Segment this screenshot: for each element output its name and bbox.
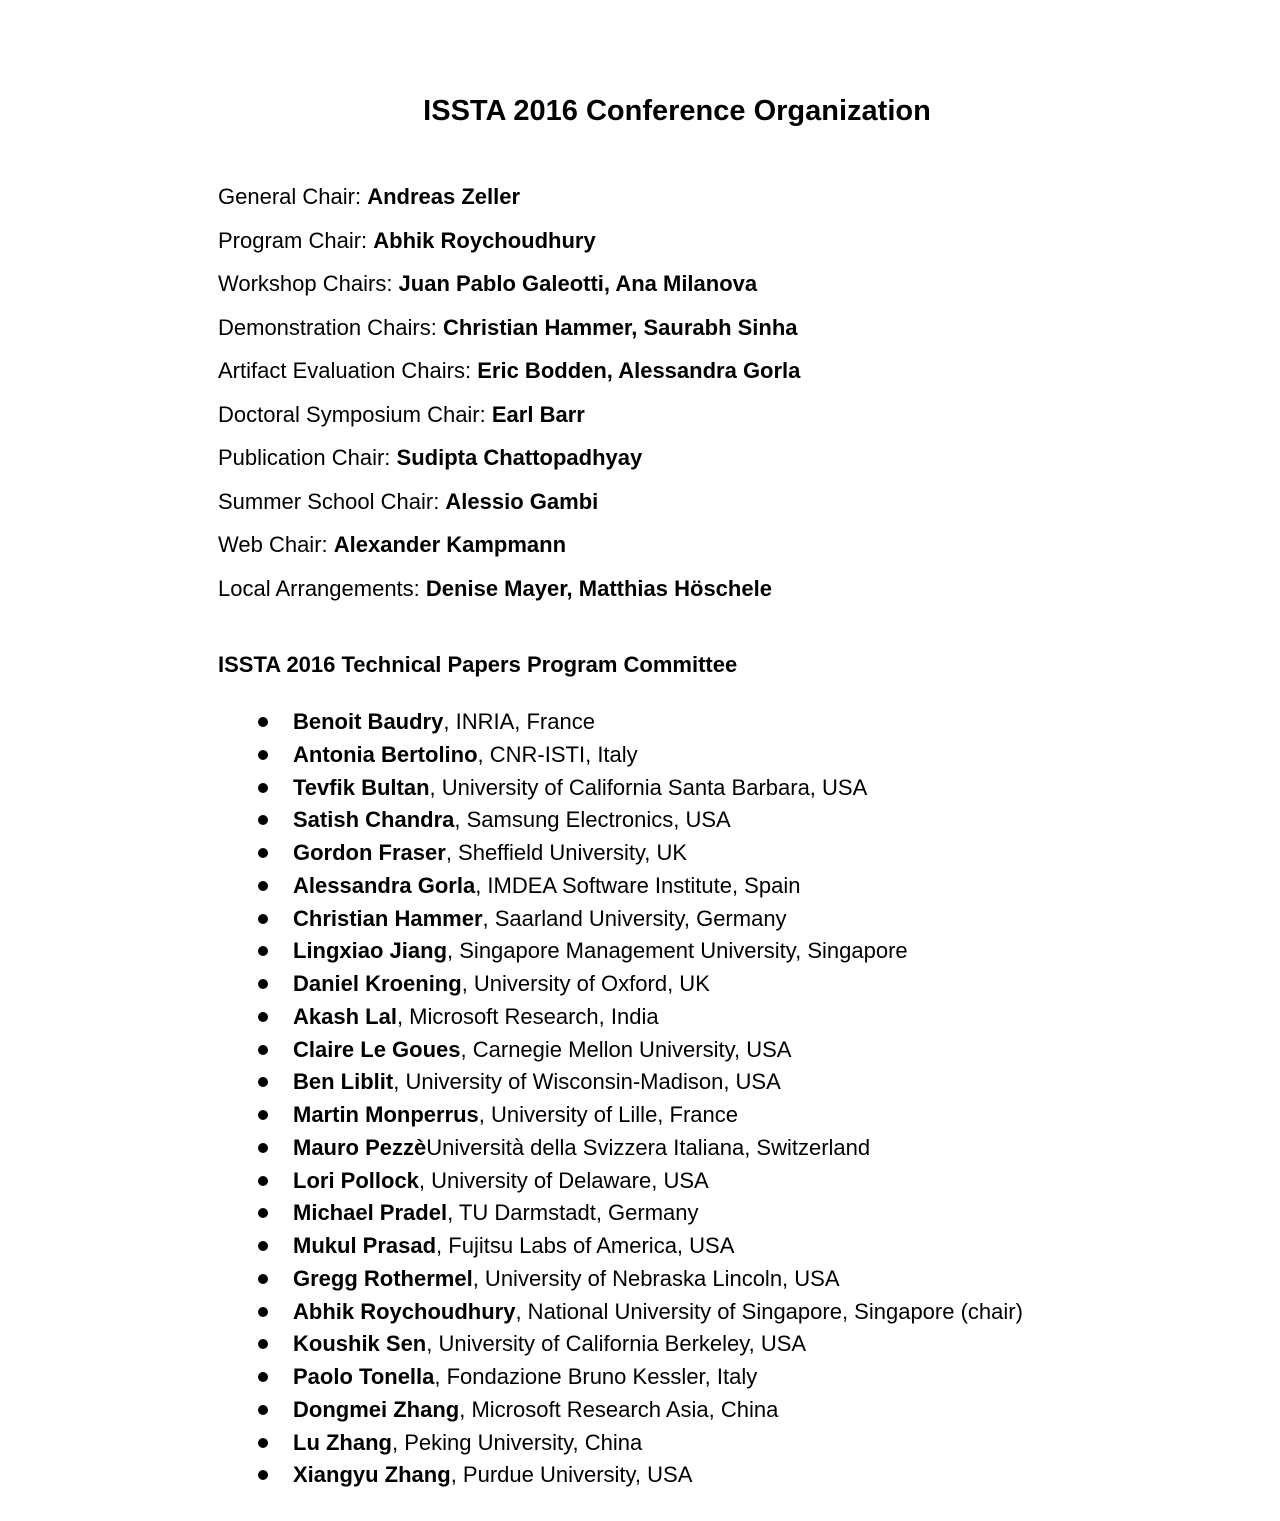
bullet-icon	[258, 1339, 268, 1349]
bullet-icon	[258, 815, 268, 825]
role-names: Andreas Zeller	[367, 184, 521, 209]
role-names: Earl Barr	[491, 401, 585, 427]
member-affiliation: Università della Svizzera Italiana, Switzerland	[426, 1134, 871, 1160]
member-name: Mukul Prasad	[293, 1233, 437, 1258]
organization-roles-list	[218, 178, 800, 613]
role-label: General Chair:	[218, 184, 368, 209]
committee-member	[218, 739, 1023, 772]
member-name: Christian Hammer	[293, 905, 483, 931]
member-affiliation: , Sheffield University, UK	[445, 840, 688, 865]
bullet-icon	[258, 1045, 268, 1055]
bullet-icon	[258, 914, 268, 924]
role-label: Workshop Chairs:	[218, 271, 399, 296]
member-affiliation: , Microsoft Research, India	[396, 1003, 659, 1029]
role-names: Alessio Gambi	[445, 488, 599, 514]
member-affiliation: , Fujitsu Labs of America, USA	[436, 1233, 735, 1258]
member-affiliation: , Fondazione Bruno Kessler, Italy	[434, 1364, 758, 1389]
committee-member	[218, 804, 1023, 837]
bullet-icon	[258, 1176, 268, 1186]
member-affiliation: , University of Delaware, USA	[418, 1167, 709, 1193]
bullet-icon	[258, 750, 268, 760]
role-label: Program Chair:	[218, 227, 374, 253]
role-names: Alexander Kampmann	[333, 532, 567, 557]
member-name: Satish Chandra	[293, 807, 455, 833]
member-affiliation: , TU Darmstadt, Germany	[447, 1200, 699, 1226]
role-names: Sudipta Chattopadhyay	[396, 445, 643, 470]
member-name: Michael Pradel	[293, 1200, 448, 1226]
role-row	[218, 222, 800, 266]
member-name: Xiangyu Zhang	[293, 1462, 451, 1488]
committee-member	[218, 903, 1023, 936]
committee-member	[218, 1328, 1023, 1361]
member-name: Lingxiao Jiang	[293, 938, 448, 964]
committee-member	[218, 1263, 1023, 1296]
bullet-icon	[258, 1012, 268, 1022]
bullet-icon	[258, 1372, 268, 1382]
member-name: Paolo Tonella	[293, 1364, 435, 1389]
member-affiliation: , University of Nebraska Lincoln, USA	[472, 1265, 840, 1291]
bullet-icon	[258, 1077, 268, 1087]
committee-member	[218, 1296, 1023, 1329]
role-label: Web Chair:	[218, 532, 334, 557]
member-name: Koushik Sen	[293, 1331, 427, 1357]
bullet-icon	[258, 1470, 268, 1480]
member-affiliation: , Microsoft Research Asia, China	[459, 1396, 779, 1422]
bullet-icon	[258, 1274, 268, 1284]
member-affiliation: , Samsung Electronics, USA	[454, 807, 731, 833]
member-name: Dongmei Zhang	[293, 1396, 460, 1422]
member-name: Martin Monperrus	[293, 1102, 479, 1127]
member-name: Benoit Baudry	[293, 709, 444, 734]
member-affiliation: , University of California Santa Barbara, USA	[429, 774, 868, 800]
member-affiliation: , INRIA, France	[443, 709, 595, 734]
role-row	[218, 265, 800, 309]
role-label: Doctoral Symposium Chair:	[218, 401, 492, 427]
bullet-icon	[258, 1307, 268, 1317]
member-name: Akash Lal	[293, 1003, 397, 1029]
member-name: Claire Le Goues	[293, 1036, 461, 1062]
member-affiliation: , CNR-ISTI, Italy	[477, 741, 638, 767]
role-row	[218, 352, 800, 396]
member-name: Lu Zhang	[293, 1429, 392, 1455]
committee-member	[218, 1034, 1023, 1067]
member-name: Antonia Bertolino	[293, 741, 478, 767]
committee-member	[218, 968, 1023, 1001]
member-name: Gregg Rothermel	[293, 1265, 473, 1291]
member-name: Daniel Kroening	[293, 971, 462, 996]
bullet-icon	[258, 1110, 268, 1120]
role-row	[218, 570, 800, 614]
bullet-icon	[258, 1143, 268, 1153]
role-label: Local Arrangements:	[218, 575, 426, 601]
member-affiliation: , University of Oxford, UK	[461, 971, 710, 996]
role-label: Publication Chair:	[218, 445, 397, 470]
member-name: Ben Liblit	[293, 1069, 394, 1095]
role-names: Eric Bodden, Alessandra Gorla	[477, 358, 801, 383]
member-affiliation: , University of Wisconsin-Madison, USA	[393, 1069, 781, 1095]
bullet-icon	[258, 783, 268, 793]
member-name: Tevfik Bultan	[293, 774, 430, 800]
member-name: Abhik Roychoudhury	[293, 1298, 516, 1324]
member-name: Mauro Pezzè	[293, 1134, 427, 1160]
role-row	[218, 178, 800, 222]
member-affiliation: , Carnegie Mellon University, USA	[460, 1036, 792, 1062]
committee-member	[218, 1099, 1023, 1132]
bullet-icon	[258, 717, 268, 727]
bullet-icon	[258, 979, 268, 989]
bullet-icon	[258, 1241, 268, 1251]
bullet-icon	[258, 848, 268, 858]
member-name: Alessandra Gorla	[293, 872, 476, 898]
committee-heading: ISSTA 2016 Technical Papers Program Committee	[218, 652, 738, 677]
role-names: Abhik Roychoudhury	[373, 227, 596, 253]
bullet-icon	[258, 1208, 268, 1218]
committee-member	[218, 1165, 1023, 1198]
committee-member	[218, 1132, 1023, 1165]
bullet-icon	[258, 946, 268, 956]
role-row	[218, 483, 800, 527]
committee-member	[218, 1459, 1023, 1492]
role-names: Juan Pablo Galeotti, Ana Milanova	[398, 271, 758, 296]
member-affiliation: , National University of Singapore, Singapore (chair)	[515, 1298, 1023, 1324]
committee-member	[218, 837, 1023, 870]
member-affiliation: , IMDEA Software Institute, Spain	[475, 872, 801, 898]
committee-member	[218, 1066, 1023, 1099]
committee-list	[218, 706, 1023, 1492]
role-label: Summer School Chair:	[218, 488, 446, 514]
page-title: ISSTA 2016 Conference Organization	[423, 95, 931, 127]
committee-member	[218, 1001, 1023, 1034]
role-label: Artifact Evaluation Chairs:	[218, 358, 478, 383]
committee-member	[218, 1361, 1023, 1394]
bullet-icon	[258, 1438, 268, 1448]
member-affiliation: , Saarland University, Germany	[482, 905, 787, 931]
role-names: Denise Mayer, Matthias Höschele	[425, 575, 772, 601]
committee-member	[218, 870, 1023, 903]
role-row	[218, 439, 800, 483]
committee-member	[218, 1427, 1023, 1460]
member-affiliation: , University of California Berkeley, USA	[426, 1331, 807, 1357]
role-row	[218, 396, 800, 440]
role-row	[218, 526, 800, 570]
role-names: Christian Hammer, Saurabh Sinha	[442, 314, 798, 340]
bullet-icon	[258, 1405, 268, 1415]
member-name: Lori Pollock	[293, 1167, 419, 1193]
role-row	[218, 309, 800, 353]
bullet-icon	[258, 881, 268, 891]
member-affiliation: , Purdue University, USA	[450, 1462, 693, 1488]
committee-member	[218, 935, 1023, 968]
member-affiliation: , Singapore Management University, Singapore	[447, 938, 908, 964]
committee-member	[218, 772, 1023, 805]
member-name: Gordon Fraser	[293, 840, 446, 865]
committee-member	[218, 706, 1023, 739]
member-affiliation: , Peking University, China	[391, 1429, 643, 1455]
role-label: Demonstration Chairs:	[218, 314, 443, 340]
committee-member	[218, 1197, 1023, 1230]
committee-member	[218, 1230, 1023, 1263]
member-affiliation: , University of Lille, France	[478, 1102, 738, 1127]
committee-member	[218, 1394, 1023, 1427]
